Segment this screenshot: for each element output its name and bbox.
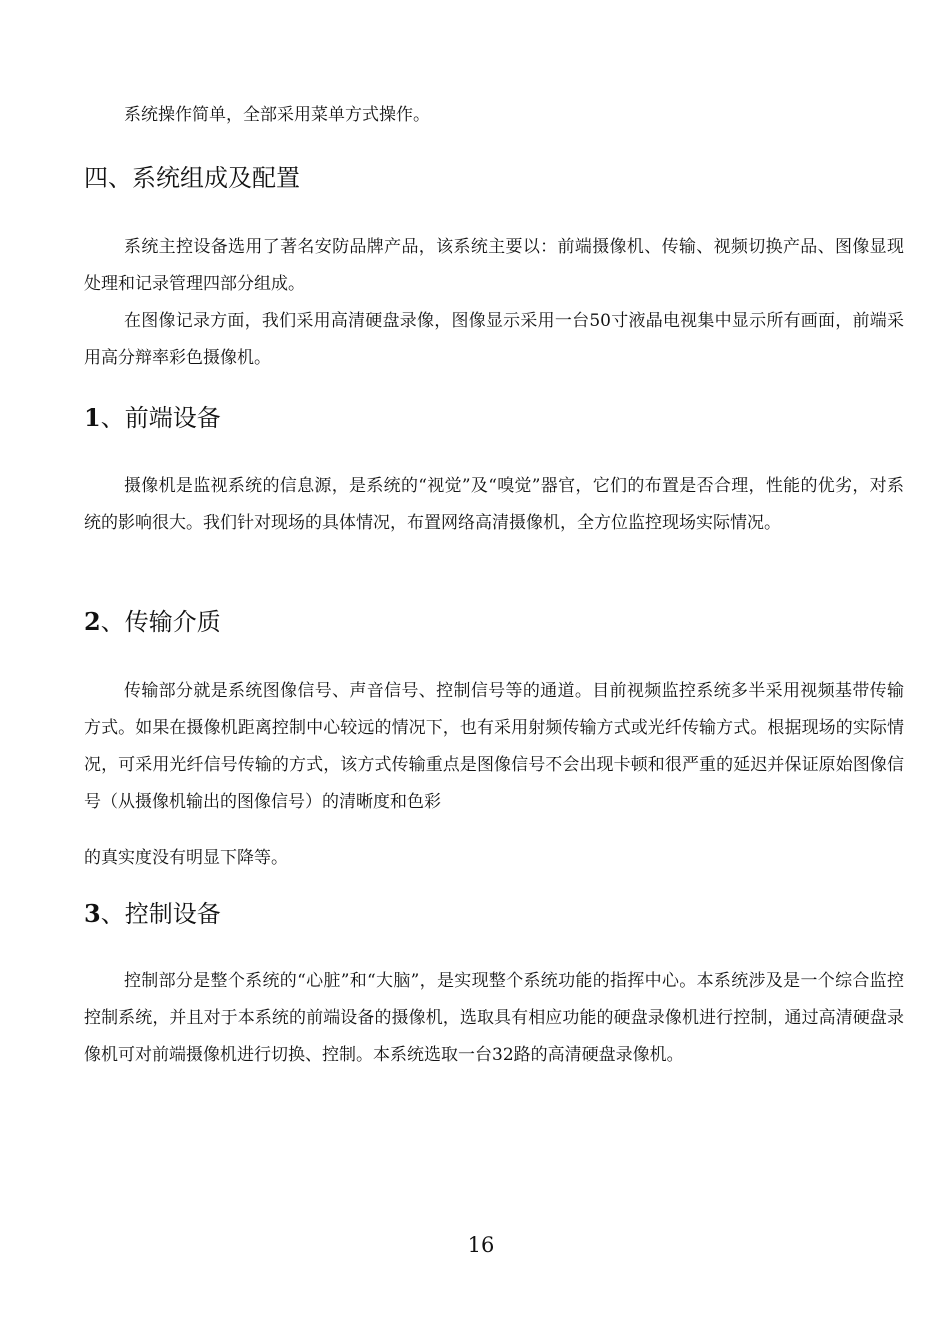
subheading-number: 2 [84, 607, 101, 636]
subheading-number: 1 [84, 403, 101, 432]
subheading-control-equipment [84, 898, 904, 930]
subheading-number: 3 [84, 899, 101, 928]
section-heading-system-composition: 四、系统组成及配置 [84, 164, 300, 192]
subheading-title: 、前端设备 [100, 404, 221, 432]
control-paragraph: 控制部分是整个系统的“心脏”和“大脑”，是实现整个系统功能的指挥中心。本系统涉及是一个综合监控控制系统，并且对于本系统的前端设备的摄像机，选取具有相应功能的硬盘录像机进行控制，通过高清硬盘录像机可对前端摄像机进行切换、控制。本系统选取一台32路的高清硬盘录像机。 [84, 971, 904, 1065]
section4-paragraph-2: 在图像记录方面，我们采用高清硬盘录像，图像显示采用一台50寸液晶电视集中显示所有画面，前端采用高分辩率彩色摄像机。 [84, 311, 904, 368]
subheading-title: 、控制设备 [100, 900, 221, 928]
section4-paragraph-1: 系统主控设备选用了著名安防品牌产品，该系统主要以：前端摄像机、传输、视频切换产品、图像显现处理和记录管理四部分组成。 [84, 237, 904, 294]
transmission-paragraph: 传输部分就是系统图像信号、声音信号、控制信号等的通道。目前视频监控系统多半采用视频基带传输方式。如果在摄像机距离控制中心较远的情况下，也有采用射频传输方式或光纤传输方式。根据现场的实际情况，可采用光纤信号传输的方式，该方式传输重点是图像信号不会出现卡顿和很严重的延迟并保证原始图像信号（从摄像机输出的图像信号）的清晰度和色彩 [84, 681, 904, 812]
front-end-paragraph: 摄像机是监视系统的信息源，是系统的“视觉”及“嗅觉”器官，它们的布置是否合理，性能的优劣，对系统的影响很大。我们针对现场的具体情况，布置网络高清摄像机，全方位监控现场实际情况。 [84, 476, 904, 533]
subheading-transmission-medium [84, 606, 904, 638]
intro-paragraph: 系统操作简单，全部采用菜单方式操作。 [124, 105, 430, 125]
subheading-front-end-equipment [84, 402, 904, 434]
subheading-title: 、传输介质 [100, 608, 221, 636]
transmission-paragraph-continued: 的真实度没有明显下降等。 [84, 848, 288, 868]
page-number: 16 [467, 1233, 495, 1257]
